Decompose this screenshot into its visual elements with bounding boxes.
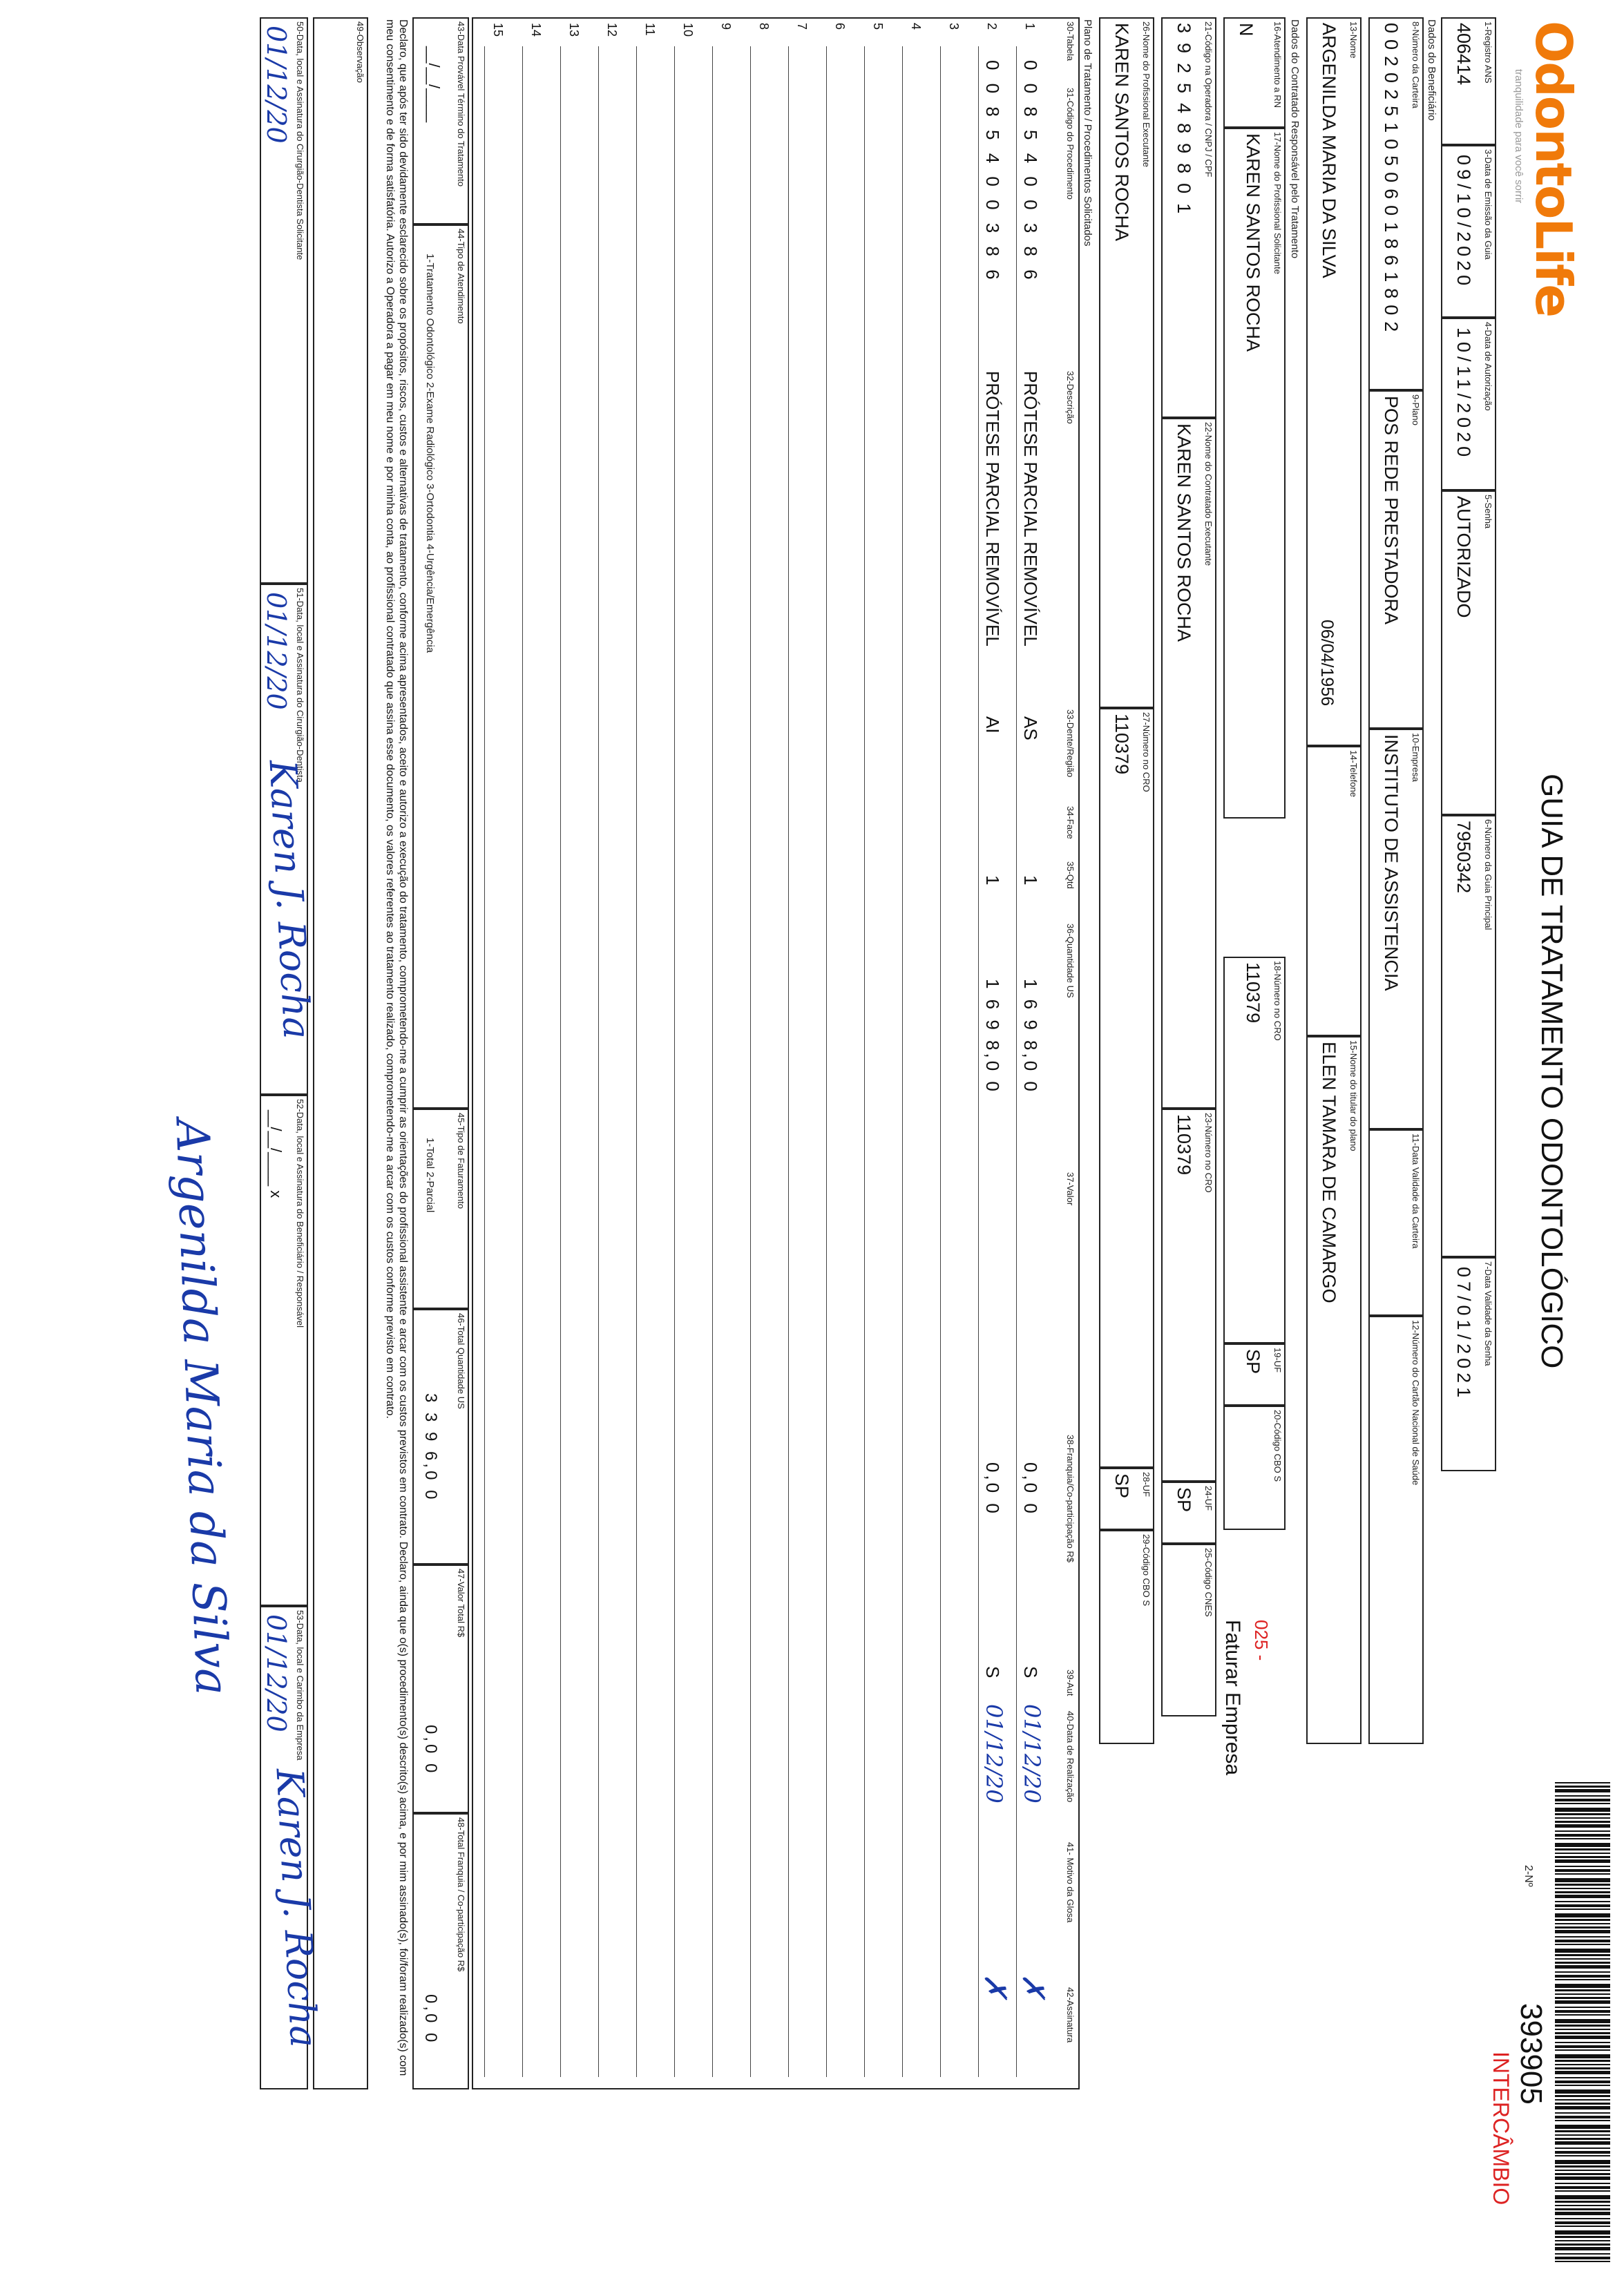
field-tipo-atendimento: 44-Tipo de Atendimento 1-Tratamento Odontológico 2-Exame Radiológico 3-Ortodontia 4-Urgência/Emergência: [412, 224, 469, 1109]
barcode-bar: [1555, 1853, 1610, 1854]
field-profissional-executante: 26-Nome do Profissional Executante KAREN SANTOS ROCHA: [1099, 17, 1154, 708]
field-validade-carteira: 11-Data Validade da Carteira: [1368, 1129, 1424, 1316]
barcode-bar: [1555, 2221, 1610, 2224]
field-uf-solicitante: 19-UF SP: [1223, 1343, 1286, 1406]
barcode-bar: [1555, 2054, 1610, 2058]
cell-qtd: 1: [1020, 875, 1041, 886]
barcode-bar: [1555, 2177, 1610, 2180]
cell-n: 3: [947, 23, 961, 30]
table-row: [975, 19, 1013, 2091]
company-logo: [1513, 21, 1583, 316]
barcode-bar: [1555, 1919, 1610, 1921]
field-nome: 13-Nome ARGENILDA MARIA DA SILVA 06/04/1956: [1306, 17, 1362, 746]
barcode-bar: [1555, 2060, 1610, 2062]
barcode-bar: [1555, 2247, 1610, 2250]
row-underline: [522, 46, 523, 2077]
barcode-bar: [1555, 1830, 1610, 1832]
field-codigo-operadora: 21-Código na Operadora / CNPJ / CPF 3925489801: [1161, 17, 1216, 418]
barcode-bar: [1555, 2010, 1610, 2013]
section-procedimentos: Plano de Tratamento / Procedimentos Solicitados: [1082, 19, 1093, 247]
row-underline: [484, 46, 485, 2077]
field-cro-profissional: 27-Número no CRO 110379: [1099, 708, 1154, 1468]
barcode-bar: [1555, 2195, 1610, 2199]
cell-n: 15: [491, 23, 505, 37]
barcode-bar: [1555, 1923, 1610, 1924]
cell-us: 1 6 9 8,0 0: [1020, 979, 1041, 1094]
barcode-bar: [1555, 2029, 1610, 2030]
field-titular: 15-Nome do titular do plano ELEN TAMARA DE CAMARGO: [1306, 1036, 1362, 1744]
barcode-bar: [1555, 2212, 1610, 2215]
barcode-bar: [1555, 1895, 1610, 1898]
field-profissional-solicitante: 17-Nome do Profissional Solicitante KAREN SANTOS ROCHA: [1223, 128, 1286, 819]
cell-n: 4: [909, 23, 923, 30]
barcode-bar: [1555, 1888, 1610, 1889]
barcode-bar: [1555, 2000, 1610, 2004]
barcode-bar: [1555, 1940, 1610, 1942]
barcode-bar: [1555, 1891, 1610, 1893]
field-total-us: 46-Total Quantidade US 3 3 9 6,0 0: [412, 1309, 469, 1565]
field-cbo-solicitante: 20-Código CBO S: [1223, 1406, 1286, 1530]
row-underline: [940, 46, 941, 2077]
barcode-bar: [1555, 2170, 1610, 2171]
signature-patient: Argenilda Maria da Silva: [165, 1118, 239, 1696]
barcode-bar: [1555, 2125, 1610, 2129]
field-carimbo-empresa: 53-Data, local e Carimbo da Empresa 01/12/20: [260, 1606, 308, 2089]
cell-n: 1: [1023, 23, 1037, 30]
barcode-bar: [1555, 2253, 1610, 2255]
field-cro-executante: 23-Número no CRO 110379: [1161, 1109, 1216, 1482]
field-empresa: 10-Empresa INSTITUTO DE ASSISTENCIA: [1368, 729, 1424, 1129]
barcode-bar: [1555, 1786, 1610, 1788]
cell-n: 7: [795, 23, 809, 30]
barcode-bar: [1555, 2155, 1610, 2156]
barcode-bar: [1555, 2112, 1610, 2114]
field-numero-carteira: 8-Número da Carteira 0020251050601861802: [1368, 17, 1424, 390]
cell-aut: S: [1020, 1666, 1041, 1678]
barcode-bar: [1555, 2201, 1610, 2203]
table-row: [937, 19, 975, 2091]
barcode-bar: [1555, 2226, 1610, 2227]
exchange-label: INTERCÂMBIO: [1489, 2051, 1513, 2206]
guide-number-label: 2-Nº: [1522, 1865, 1534, 1887]
barcode-bar: [1555, 2240, 1610, 2241]
cell-n: 10: [681, 23, 695, 37]
barcode-bar: [1555, 2019, 1610, 2023]
barcode-bar: [1555, 2190, 1610, 2192]
barcode-bar: [1555, 2244, 1610, 2246]
empty-date: __/__/____ x: [267, 1110, 285, 1198]
barcode-bar: [1555, 2103, 1610, 2105]
barcode-bar: [1555, 1789, 1610, 1792]
row-signature-mark: ✗: [977, 1973, 1013, 1999]
cell-n: 9: [719, 23, 733, 30]
barcode-bar: [1555, 1843, 1610, 1847]
barcode-bar: [1555, 1884, 1610, 1886]
barcode-bar: [1555, 2261, 1610, 2262]
row-underline: [826, 46, 827, 2077]
row-underline: [788, 46, 789, 2077]
barcode-bar: [1555, 2067, 1610, 2069]
field-data-termino: 43-Data Provável Término do Tratamento __/__/____: [412, 17, 469, 224]
barcode-bar: [1555, 1856, 1610, 1858]
section-responsavel: Dados do Contratado Responsável pelo Tratamento: [1289, 19, 1301, 259]
table-row: [633, 19, 671, 2091]
barcode-bar: [1555, 1958, 1610, 1960]
barcode-bar: [1555, 1913, 1610, 1917]
barcode-bar: [1555, 1984, 1610, 1988]
barcode-bar: [1555, 2014, 1610, 2016]
procedures-table: 30-Tabela 31-Código do Procedimento 32-Descrição 33-Dente/Região 34-Face 35-Qtd 36-Quantidade US 37-Valor 38-Franquia/Co-participação R$ 39-Aut 40-Data de Realização 41- Motivo da Glosa 42-Assinatura 1 0 0 8 5 4 0 0 3 8 6 PRÓTESE PARCIAL REMOVÍVEL AS 1 1 6 9 8,0 0 0,0 0 S 01/12/20 ✗ 2 0 0 8 5 4 0 0 3 8 6 PRÓTESE PARCIAL REMOVÍVEL AI 1 1 6 9 8,0 0 0,0 0 S 01/12/20 ✗ 3 4 5 6 7 8 9 10 11 12 13 14 15: [472, 17, 1080, 2089]
barcode-bar: [1555, 1795, 1610, 1797]
declaration-text: Declaro, que após ter sido devidamente esclarecido sobre os propósitos, riscos, custos e alternativas de tratamento, conforme acima apresentados, aceito e autorizo a execução do tratamento, comprometendo-me a cumprir as orientações do profissional assistente e arcar com os custos previstos em contrato. Declaro, ainda que o(s) procedimento(s) descrito(s) acima, e por mim assinado(s), foi/foram realizado(s) com meu consentimento e de forma satisfatória. Autorizo a Operadora a pagar em meu nome e por minha conta, ao profissional contratado que assina esse documento, os valores referentes ao tratamento realizado, comprometendo-me a arcar com os custos conforme previsto em contrato.: [384, 19, 409, 2076]
barcode-bar: [1555, 2120, 1610, 2121]
field-observacao: 49-Observação: [313, 17, 368, 2089]
barcode-bar: [1555, 2151, 1610, 2154]
barcode-bar: [1555, 2077, 1610, 2078]
form-title: GUIA DE TRATAMENTO ODONTOLÓGICO: [1535, 774, 1569, 1369]
barcode-bar: [1555, 1824, 1610, 1828]
barcode-bar: [1555, 2106, 1610, 2110]
table-row: [785, 19, 823, 2091]
barcode-bar: [1555, 2064, 1610, 2065]
barcode-bar: [1555, 2032, 1610, 2034]
barcode-bar: [1555, 1848, 1610, 1850]
barcode-bar: [1555, 1838, 1610, 1839]
field-cro-solicitante: 18-Número no CRO 110379: [1223, 957, 1286, 1343]
field-senha: 5-Senha AUTORIZADO: [1441, 490, 1496, 815]
field-contratado-executante: 22-Nome do Contratado Executante KAREN SANTOS ROCHA: [1161, 418, 1216, 1109]
barcode-bar: [1555, 1971, 1610, 1973]
barcode-bar: [1555, 2085, 1610, 2086]
barcode-bar: [1555, 1975, 1610, 1978]
field-plano: 9-Plano POS REDE PRESTADORA: [1368, 390, 1424, 729]
cell-n: 8: [757, 23, 771, 30]
barcode-bar: [1555, 1979, 1610, 1980]
row-underline: [636, 46, 637, 2077]
cell-us: 1 6 9 8,0 0: [982, 979, 1003, 1094]
cell-n: 13: [567, 23, 581, 37]
row-underline: [712, 46, 713, 2077]
cell-n: 14: [529, 23, 543, 37]
barcode-bar: [1555, 2186, 1610, 2189]
signature-dentist-1: Karen J. Rocha: [260, 758, 319, 1040]
barcode-bar: [1555, 1962, 1610, 1964]
table-row: [709, 19, 747, 2091]
barcode-bar: [1555, 1954, 1610, 1956]
field-valor-total: 47-Valor Total R$ 0,0 0: [412, 1565, 469, 1813]
logo-tagline: tranquilidade para você sorrir: [1513, 69, 1525, 204]
barcode-bar: [1555, 2116, 1610, 2118]
signature-dentist-2: Karen J. Rocha: [267, 1767, 326, 2049]
cell-data: 01/12/20: [1019, 1704, 1045, 1804]
table-row: [899, 19, 937, 2091]
barcode-bar: [1555, 1904, 1610, 1907]
barcode-bar: [1555, 1936, 1610, 1938]
table-row: [1013, 19, 1051, 2091]
field-assinatura-solicitante: 50-Data, local e Assinatura do Cirurgião-Dentista Solicitante 01/12/20: [260, 17, 308, 584]
barcode-bar: [1555, 1869, 1610, 1872]
barcode-bar: [1555, 1859, 1610, 1863]
field-cartao-nacional: 12-Número do Cartão Nacional de Saúde: [1368, 1316, 1424, 1744]
barcode-bar: [1555, 1799, 1610, 1801]
barcode-bar: [1555, 1926, 1610, 1929]
cell-n: 2: [985, 23, 999, 30]
barcode-bar: [1555, 1808, 1610, 1812]
section-beneficiario: Dados do Beneficiário: [1426, 19, 1437, 121]
barcode-bar: [1555, 2236, 1610, 2238]
cell-n: 5: [871, 23, 885, 30]
field-total-franquia: 48-Total Franquia / Co-participação R$ 0,0 0: [412, 1813, 469, 2089]
barcode-bar: [1555, 1997, 1610, 1999]
field-uf-executante: 24-UF SP: [1161, 1482, 1216, 1544]
barcode-bar: [1555, 2095, 1610, 2097]
barcode-bar: [1555, 1813, 1610, 1815]
row-underline: [598, 46, 599, 2077]
field-cnes: 25-Código CNES: [1161, 1544, 1216, 1716]
field-data-emissao: 3-Data de Emissão da Guia 09/10/2020: [1441, 145, 1496, 318]
empty-date: __/__/____: [426, 46, 443, 123]
barcode-bar: [1555, 2218, 1610, 2219]
table-row: [557, 19, 595, 2091]
row-underline: [674, 46, 675, 2077]
cell-data: 01/12/20: [981, 1704, 1007, 1804]
field-assinatura-beneficiario: 52-Data, local e Assinatura do Beneficiário / Responsável __/__/____ x: [260, 1095, 308, 1606]
barcode-bar: [1555, 2036, 1610, 2039]
row-underline: [864, 46, 865, 2077]
barcode-bar: [1555, 1965, 1610, 1969]
barcode-bar: [1555, 1873, 1610, 1875]
row-signature-mark: ✗: [1015, 1973, 1051, 1999]
barcode-bar: [1555, 1944, 1610, 1945]
barcode-bar: [1555, 2205, 1610, 2206]
table-row: [861, 19, 899, 2091]
logo-text: OdontoLife: [1525, 21, 1583, 317]
barcode-bar: [1555, 2042, 1610, 2043]
billing-code: 025 -: [1251, 1620, 1272, 1661]
cell-dente: AS: [1020, 716, 1041, 740]
barcode-bar: [1555, 1821, 1610, 1823]
barcode-bar: [1555, 2165, 1610, 2168]
cell-codigo: 0 0 8 5 4 0 0 3 8 6: [982, 60, 1003, 284]
cell-codigo: 0 0 8 5 4 0 0 3 8 6: [1020, 60, 1041, 284]
cell-qtd: 1: [982, 875, 1003, 886]
cell-n: 11: [643, 23, 657, 36]
barcode-bar: [1555, 2138, 1610, 2140]
table-row: [595, 19, 633, 2091]
barcode-bar: [1555, 2049, 1610, 2051]
barcode-bar: [1555, 1930, 1610, 1933]
barcode: [1548, 1782, 1610, 2279]
barcode-bar: [1555, 2089, 1610, 2094]
field-assinatura-dentista: 51-Data, local e Assinatura do Cirurgião-Dentista 01/12/20: [260, 584, 308, 1095]
barcode-bar: [1555, 2071, 1610, 2074]
cell-franquia: 0,0 0: [982, 1462, 1003, 1516]
field-atendimento-rn: 16-Atendimento a RN N: [1223, 17, 1286, 128]
barcode-bar: [1555, 2208, 1610, 2210]
barcode-bar: [1555, 2141, 1610, 2145]
barcode-bar: [1555, 2160, 1610, 2164]
barcode-bar: [1555, 1878, 1610, 1882]
barcode-bar: [1555, 2099, 1610, 2101]
barcode-bar: [1555, 1866, 1610, 1867]
barcode-bar: [1555, 1834, 1610, 1837]
field-registro-ans: 1-Registro ANS 406414: [1441, 17, 1496, 145]
row-underline: [902, 46, 903, 2077]
table-row: [481, 19, 519, 2091]
barcode-bar: [1555, 1908, 1610, 1910]
barcode-bar: [1555, 1949, 1610, 1953]
cell-n: 6: [833, 23, 847, 30]
barcode-bar: [1555, 2130, 1610, 2132]
field-cbo-executante: 29-Código CBO S: [1099, 1530, 1154, 1744]
barcode-bar: [1555, 2183, 1610, 2184]
barcode-bar: [1555, 2147, 1610, 2149]
table-row: [747, 19, 785, 2091]
cell-dente: AI: [982, 716, 1003, 734]
barcode-bar: [1555, 2080, 1610, 2083]
barcode-bar: [1555, 2045, 1610, 2048]
row-underline: [560, 46, 561, 2077]
barcode-bar: [1555, 1803, 1610, 1804]
cell-aut: S: [982, 1666, 1003, 1678]
barcode-bar: [1555, 2257, 1610, 2259]
barcode-bar: [1555, 1989, 1610, 1991]
barcode-bar: [1555, 2230, 1610, 2235]
field-tipo-faturamento: 45-Tipo de Faturamento 1-Total 2-Parcial: [412, 1109, 469, 1309]
guide-number: 393905: [1514, 2003, 1548, 2105]
field-guia-principal: 6-Número da Guia Principal 7950342: [1441, 815, 1496, 1257]
row-underline: [978, 46, 979, 2077]
barcode-bar: [1555, 1817, 1610, 1819]
barcode-bar: [1555, 1993, 1610, 1995]
barcode-bar: [1555, 2007, 1610, 2008]
field-telefone: 14-Telefone: [1306, 746, 1362, 1036]
field-validade-senha: 7-Data Validade da Senha 07/01/2021: [1441, 1257, 1496, 1471]
cell-franquia: 0,0 0: [1020, 1462, 1041, 1516]
cell-n: 12: [605, 23, 619, 37]
barcode-bar: [1555, 2025, 1610, 2027]
row-underline: [1016, 46, 1017, 2077]
cell-descricao: PRÓTESE PARCIAL REMOVÍVEL: [982, 371, 1003, 647]
barcode-bar: [1555, 2134, 1610, 2136]
cell-descricao: PRÓTESE PARCIAL REMOVÍVEL: [1020, 371, 1041, 647]
barcode-bar: [1555, 1782, 1610, 1783]
field-data-autorizacao: 4-Data de Autorização 10/11/2020: [1441, 318, 1496, 490]
billing-text: Faturar Empresa: [1221, 1620, 1244, 1776]
table-row: [671, 19, 709, 2091]
barcode-bar: [1555, 1901, 1610, 1902]
table-row: [519, 19, 557, 2091]
field-uf-profissional: 28-UF SP: [1099, 1468, 1154, 1530]
table-row: [823, 19, 861, 2091]
barcode-bar: [1555, 2173, 1610, 2175]
row-underline: [750, 46, 751, 2077]
